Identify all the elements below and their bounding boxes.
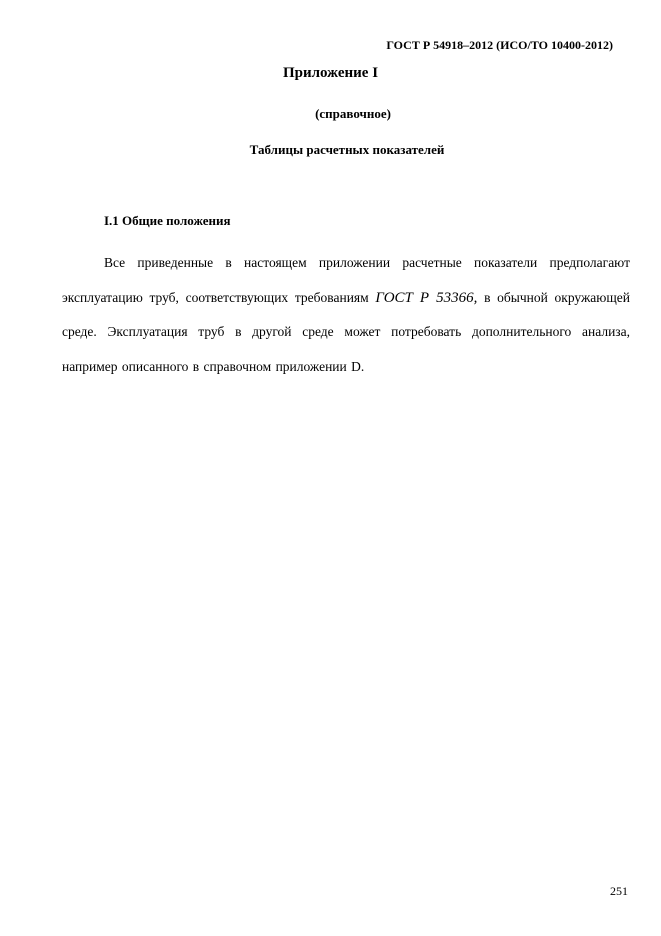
appendix-title: Приложение I (282, 65, 379, 81)
paragraph-text-start: Все приведенные в настоящем приложении расчетные показатели предполагают эксплуатацию труб, соответствующих требованиям (62, 255, 630, 305)
standard-reference: ГОСТ Р 53366, (375, 289, 478, 306)
section-heading: I.1 Общие положения (104, 213, 231, 228)
document-header: ГОСТ Р 54918–2012 (ИСО/ТО 10400-2012) (386, 38, 613, 52)
appendix-subject: Таблицы расчетных показателей (249, 142, 445, 157)
paragraph-text-end: в обычной окружающей среде. Эксплуатация труб в другой среде может потребовать дополнительного анализа, например описанного в справочном приложении D. (62, 289, 630, 374)
appendix-type: (справочное) (315, 106, 391, 121)
page-number: 251 (610, 884, 628, 898)
section-paragraph (62, 246, 630, 384)
